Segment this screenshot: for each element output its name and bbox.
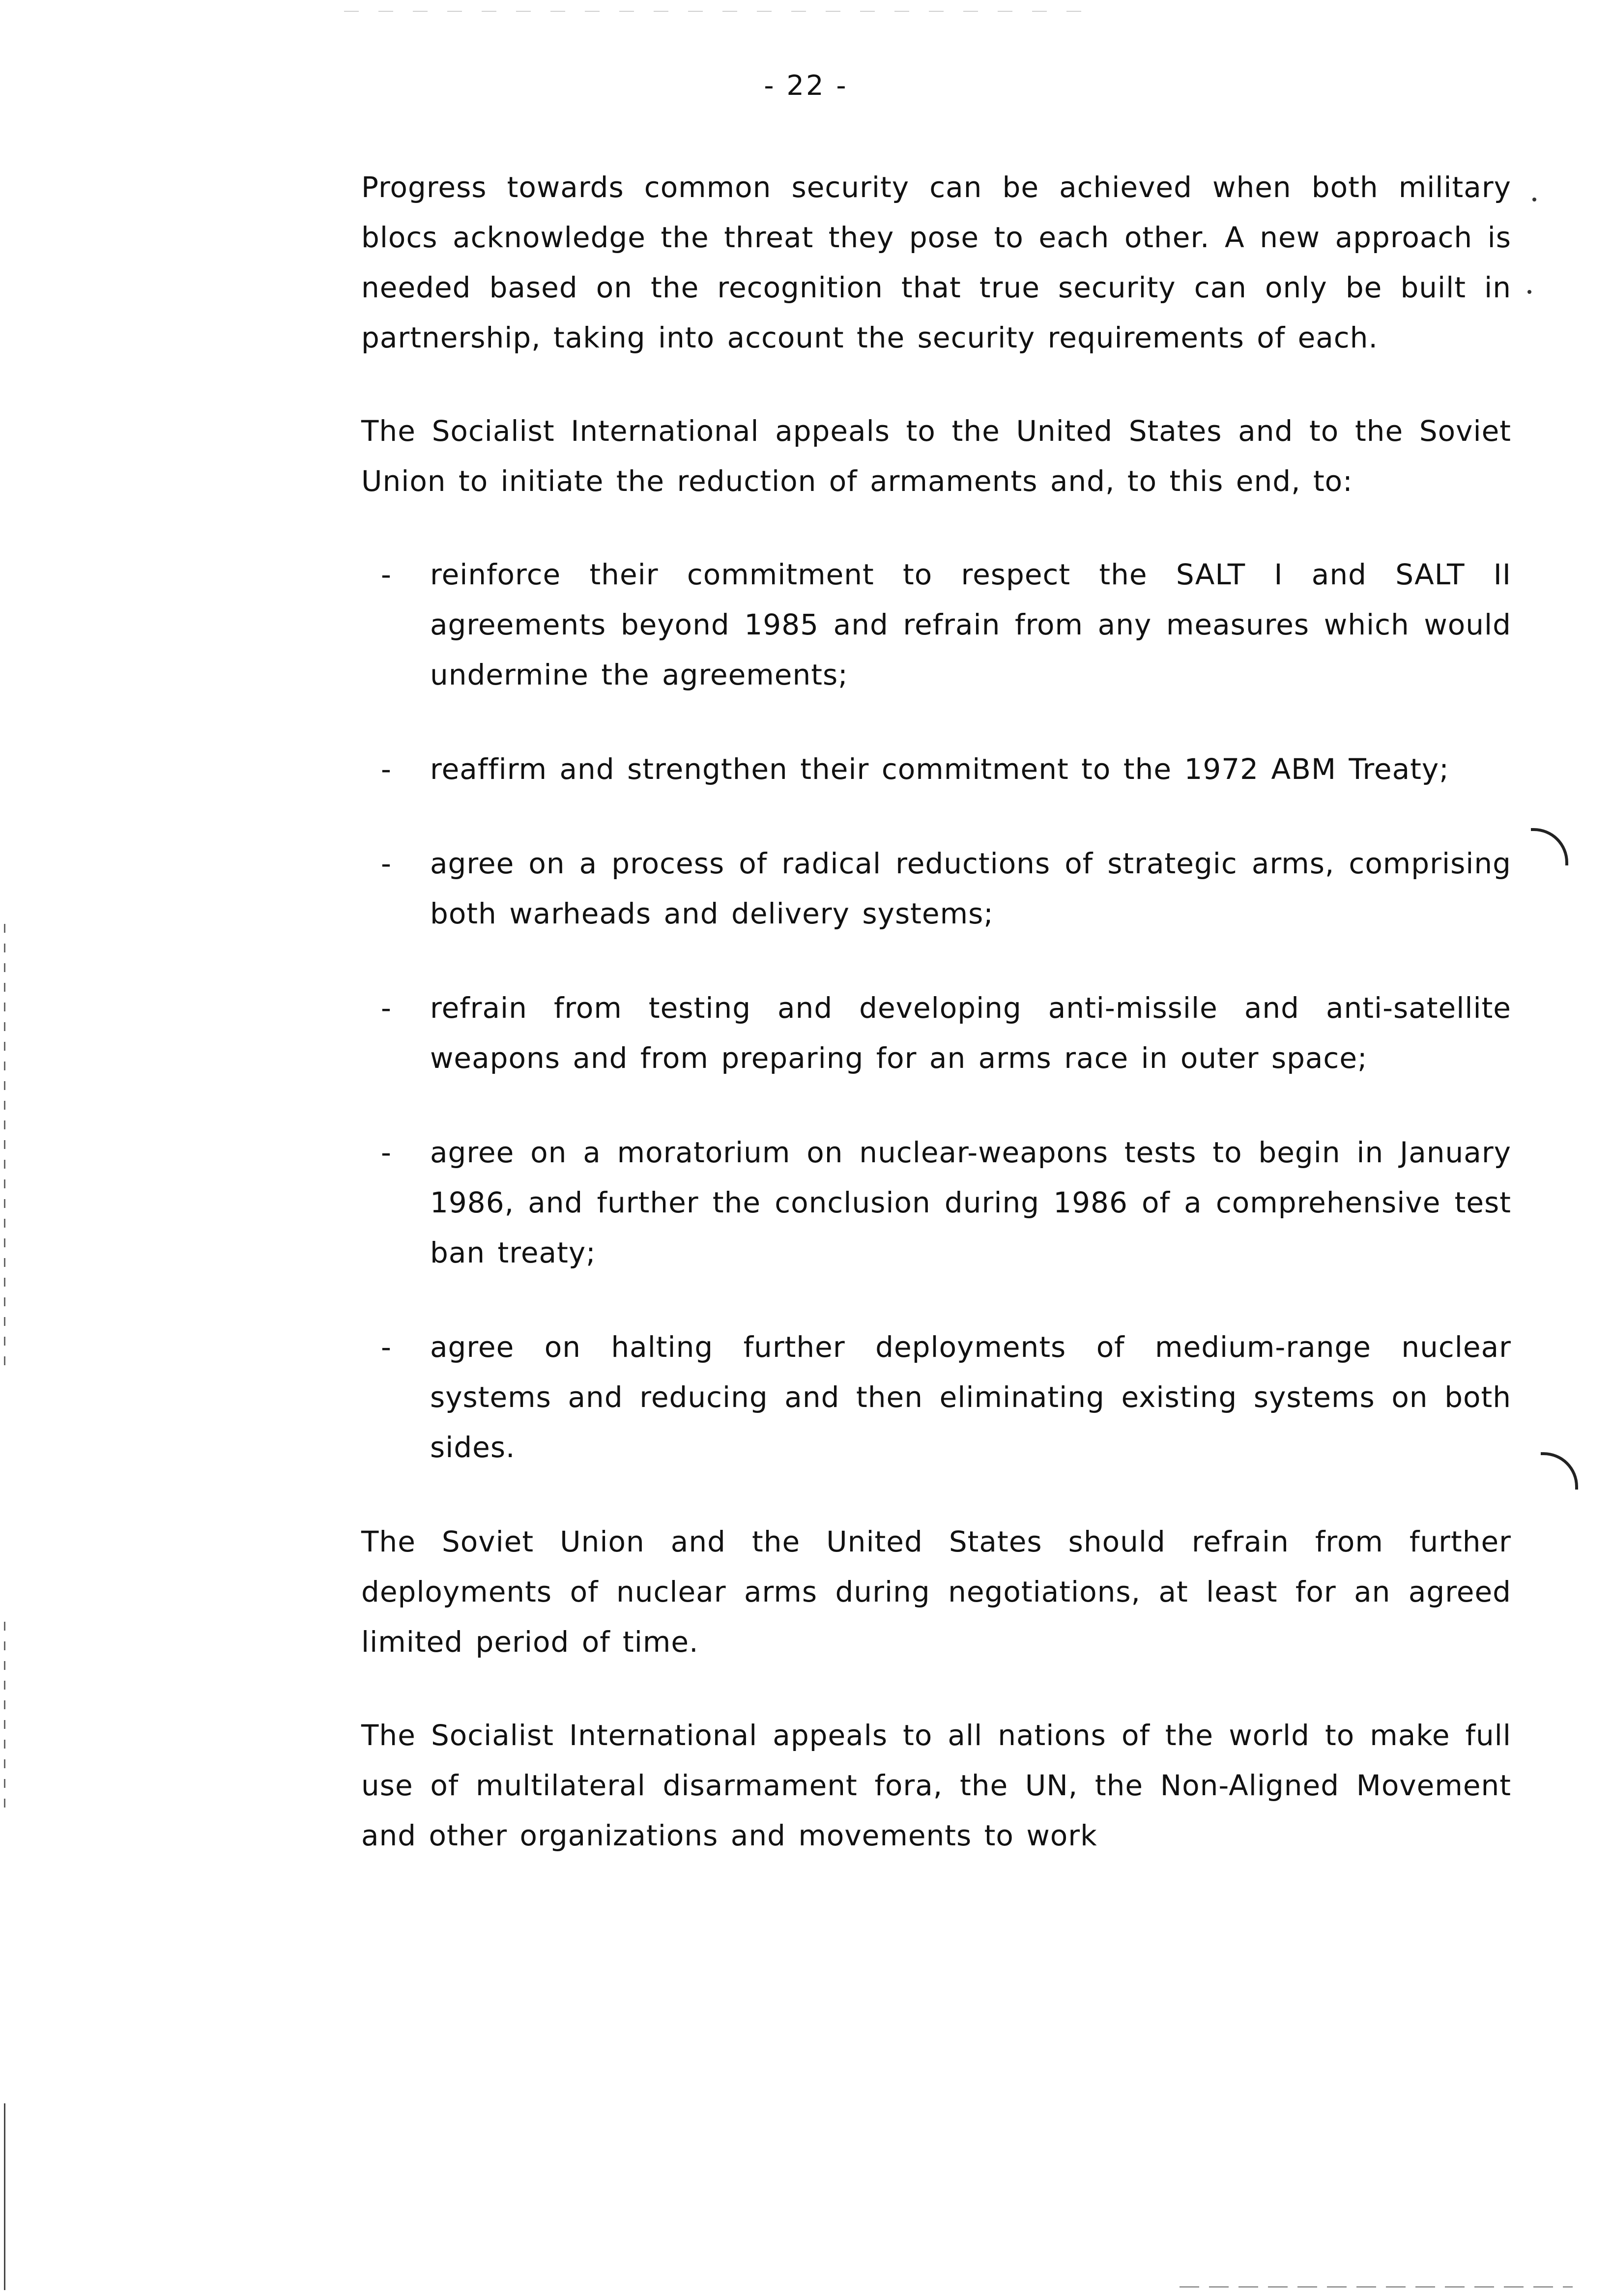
bullet-dash: - <box>381 558 392 591</box>
paragraph-common-security: Progress towards common security can be achieved when both military blocs acknowledge the threat they pose to each other. A new approach is needed based on the recognition that true security can only be built in partnership, taking into account the security requirements of each. <box>361 171 1511 354</box>
page-number: - 22 - <box>764 70 848 102</box>
list-item-text: reaffirm and strengthen their commitment to the 1972 ABM Treaty; <box>430 752 1449 786</box>
list-item <box>361 838 1511 939</box>
bullet-dash: - <box>381 1136 392 1169</box>
list-item <box>361 744 1511 794</box>
scan-artifact-top <box>344 11 1081 12</box>
crop-mark-icon <box>1531 828 1568 865</box>
scan-edge-line <box>4 2103 5 2290</box>
paragraph-appeal-all-nations: The Socialist International appeals to all nations of the world to make full use of multilateral disarmament fora, the UN, the Non-Aligned Movement and other organizations and movements to work <box>361 1719 1511 1852</box>
document-body <box>361 162 1511 1904</box>
scan-edge-line <box>4 924 5 1366</box>
list-item <box>361 983 1511 1083</box>
paragraph-refrain-deployments: The Soviet Union and the United States should refrain from further deployments of nuclear arms during negotiations, at least for an agreed limited period of time. <box>361 1525 1511 1659</box>
demands-list <box>361 549 1511 1472</box>
crop-mark-icon <box>1541 1452 1578 1490</box>
bullet-dash: - <box>381 991 392 1025</box>
list-item <box>361 1127 1511 1278</box>
list-item-text: agree on halting further deployments of medium-range nuclear systems and reducing and then eliminating existing systems on both sides. <box>430 1330 1511 1464</box>
margin-dot-icon <box>1532 198 1536 201</box>
paragraph-appeal-us-soviet: The Socialist International appeals to the United States and to the Soviet Union to initiate the reduction of armaments and, to this end, to: <box>361 414 1511 498</box>
list-item <box>361 1322 1511 1472</box>
list-item-text: refrain from testing and developing anti-missile and anti-satellite weapons and from preparing for an arms race in outer space; <box>430 991 1511 1075</box>
list-item <box>361 549 1511 700</box>
scan-edge-line <box>4 1622 5 1818</box>
list-item-text: reinforce their commitment to respect the SALT I and SALT II agreements beyond 1985 and refrain from any measures which would undermine the agreements; <box>430 558 1511 691</box>
list-item-text: agree on a process of radical reductions of strategic arms, comprising both warheads and delivery systems; <box>430 847 1511 930</box>
scan-artifact-bottom <box>1180 2286 1573 2288</box>
margin-dot-icon <box>1527 290 1531 294</box>
bullet-dash: - <box>381 1330 392 1364</box>
bullet-dash: - <box>381 752 392 786</box>
list-item-text: agree on a moratorium on nuclear-weapons tests to begin in January 1986, and further the conclusion during 1986 of a comprehensive test ban treaty; <box>430 1136 1511 1269</box>
bullet-dash: - <box>381 847 392 880</box>
